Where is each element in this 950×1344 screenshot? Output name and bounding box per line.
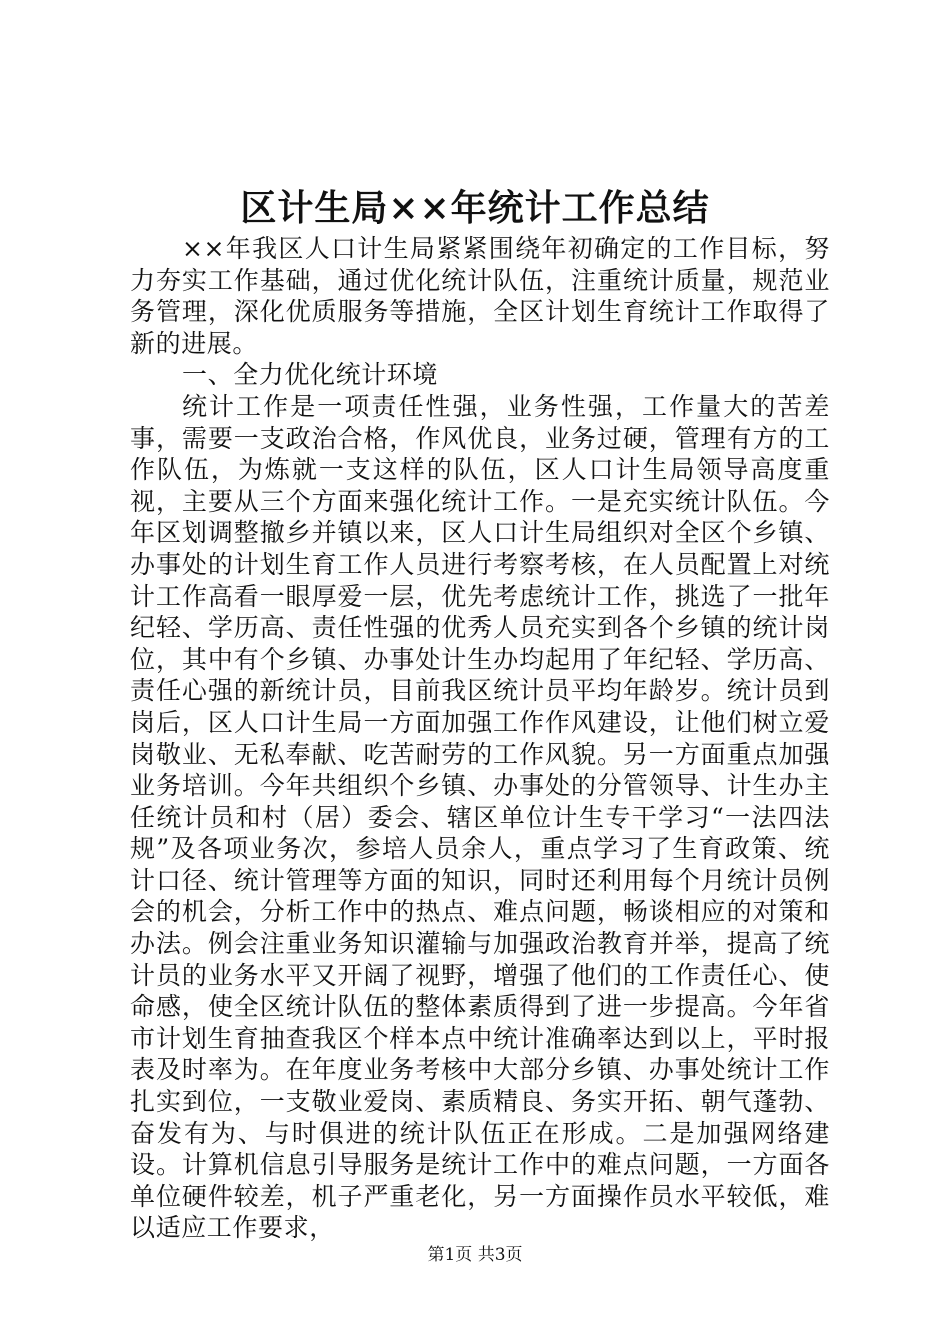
section-heading: 一、全力优化统计环境 bbox=[182, 360, 439, 390]
intro-paragraph: ××年我区人口计生局紧紧围绕年初确定的工作目标，努力夯实工作基础，通过优化统计队伍，注重统计质量，规范业务管理，深化优质服务等措施，全区计划生育统计工作取得了新的进展。 bbox=[130, 234, 830, 358]
document-body bbox=[130, 233, 830, 1244]
body-paragraph: 统计工作是一项责任性强，业务性强，工作量大的苦差事，需要一支政治合格，作风优良，业务过硬，管理有方的工作队伍，为炼就一支这样的队伍，区人口计生局领导高度重视，主要从三个方面来强化统计工作。一是充实统计队伍。今年区划调整撤乡并镇以来，区人口计生局组织对全区个乡镇、办事处的计划生育工作人员进行考察考核，在人员配置上对统计工作高看一眼厚爱一层，优先考虑统计工作，挑选了一批年纪轻、学历高、责任性强的优秀人员充实到各个乡镇的统计岗位，其中有个乡镇、办事处计生办均起用了年纪轻、学历高、责任心强的新统计员，目前我区统计员平均年龄岁。统计员到岗后，区人口计生局一方面加强工作作风建设，让他们树立爱岗敬业、无私奉献、吃苦耐劳的工作风貌。另一方面重点加强业务培训。今年共组织个乡镇、办事处的分管领导、计生办主任统计员和村（居）委会、辖区单位计生专干学习“一法四法规”及各项业务次，参培人员余人，重点学习了生育政策、统计口径、统计管理等方面的知识，同时还利用每个月统计员例会的机会，分析工作中的热点、难点问题，畅谈相应的对策和办法。例会注重业务知识灌输与加强政治教育并举，提高了统计员的业务水平又开阔了视野，增强了他们的工作责任心、使命感，使全区统计队伍的整体素质得到了进一步提高。今年省市计划生育抽查我区个样本点中统计准确率达到以上，平时报表及时率为。在年度业务考核中大部分乡镇、办事处统计工作扎实到位，一支敬业爱岗、素质精良、务实开拓、朝气蓬勃、奋发有为、与时俱进的统计队伍正在形成。二是加强网络建设。计算机信息引导服务是统计工作中的难点问题，一方面各单位硬件较差，机子严重老化，另一方面操作员水平较低，难以适应工作要求， bbox=[130, 391, 830, 1243]
page-footer: 第1页 共3页 bbox=[427, 1245, 523, 1265]
document-title: 区计生局××年统计工作总结 bbox=[240, 187, 710, 229]
